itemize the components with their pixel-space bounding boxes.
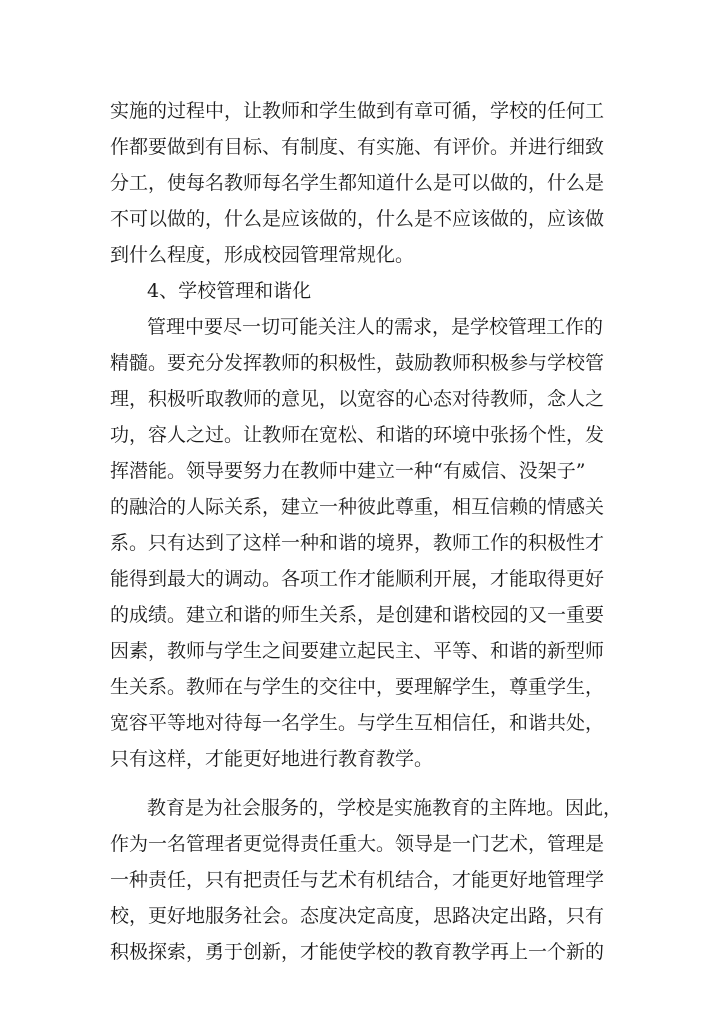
text-line: 生关系。教师在与学生的交往中，要理解学生，尊重学生，	[110, 676, 605, 698]
text-line: 只有这样，才能更好地进行教育教学。	[110, 748, 434, 770]
text-line: 精髓。要充分发挥教师的积极性，鼓励教师积极参与学校管	[110, 352, 605, 374]
text-line: 校，更好地服务社会。态度决定高度，思路决定出路，只有	[110, 905, 605, 927]
section-heading: 4、学校管理和谐化	[147, 280, 312, 302]
text-line: 能得到最大的调动。各项工作才能顺利开展，才能取得更好	[110, 568, 605, 590]
text-line: 功，容人之过。让教师在宽松、和谐的环境中张扬个性，发	[110, 424, 605, 446]
text-line: 积极探索，勇于创新，才能使学校的教育教学再上一个新的	[110, 941, 605, 963]
text-line: 理，积极听取教师的意见，以宽容的心态对待教师，念人之	[110, 388, 605, 410]
text-line: 的成绩。建立和谐的师生关系，是创建和谐校园的又一重要	[110, 604, 605, 626]
text-line: 分工，使每名教师每名学生都知道什么是可以做的，什么是	[110, 172, 605, 194]
text-line: 一种责任，只有把责任与艺术有机结合，才能更好地管理学	[110, 869, 605, 891]
text-line: 实施的过程中，让教师和学生做到有章可循，学校的任何工	[110, 100, 605, 122]
paragraph-start-line: 教育是为社会服务的，学校是实施教育的主阵地。因此，	[147, 797, 623, 819]
text-line: 作都要做到有目标、有制度、有实施、有评价。并进行细致	[110, 136, 605, 158]
paragraph-start-line: 管理中要尽一切可能关注人的需求，是学校管理工作的	[147, 316, 604, 338]
text-line: 不可以做的，什么是应该做的，什么是不应该做的，应该做	[110, 208, 605, 230]
text-line: 作为一名管理者更觉得责任重大。领导是一门艺术，管理是	[110, 833, 605, 855]
text-line: 宽容平等地对待每一名学生。与学生互相信任，和谐共处，	[110, 712, 605, 734]
text-line: 的融洽的人际关系，建立一种彼此尊重，相互信赖的情感关	[110, 496, 605, 518]
text-line: 到什么程度，形成校园管理常规化。	[110, 244, 415, 266]
text-line: 因素，教师与学生之间要建立起民主、平等、和谐的新型师	[110, 640, 605, 662]
text-line: 挥潜能。领导要努力在教师中建立一种“有威信、没架子”	[110, 460, 586, 482]
text-line: 系。只有达到了这样一种和谐的境界，教师工作的积极性才	[110, 532, 605, 554]
